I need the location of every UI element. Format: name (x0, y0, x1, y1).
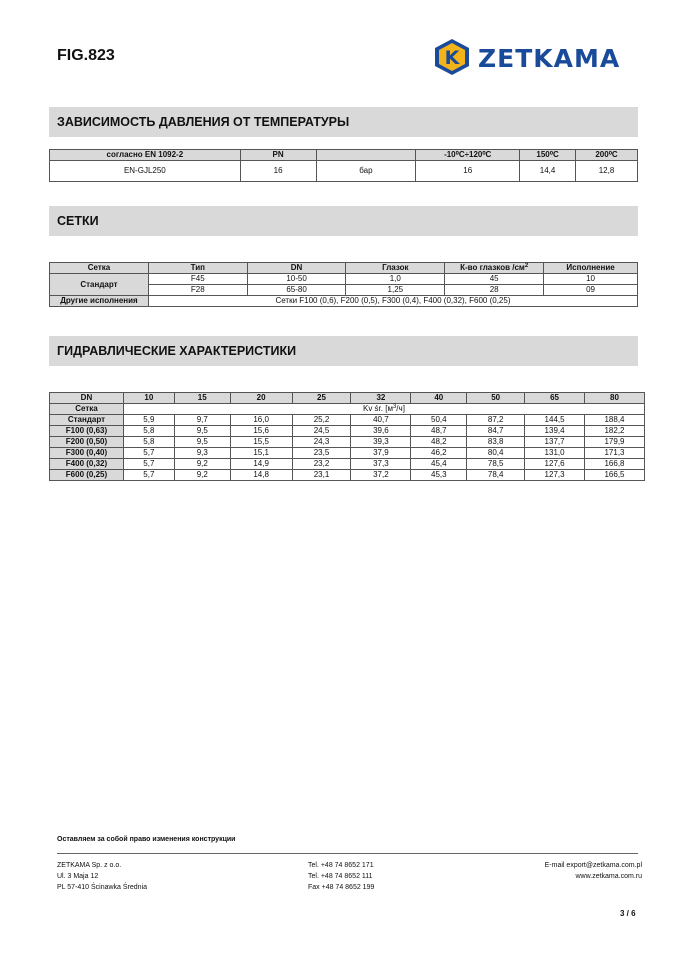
footer-address (57, 860, 147, 893)
website-link[interactable]: www.zetkama.com.ru (575, 873, 642, 880)
footer-divider (57, 853, 638, 854)
table-cell: 10-50 (247, 274, 346, 285)
kv-value: 9,3 (174, 448, 230, 459)
figure-title: FIG.823 (57, 47, 115, 64)
kv-value: 24,5 (292, 426, 351, 437)
header-blank (316, 150, 416, 161)
kv-value: 83,8 (467, 437, 525, 448)
kv-value: 80,4 (467, 448, 525, 459)
header-temp-range: -10⁰C÷120⁰C (416, 150, 520, 161)
kv-value: 37,2 (351, 470, 411, 481)
table-row (50, 448, 645, 459)
screens-header-mesh-count: К-во глазков $/см^2$ (445, 263, 544, 274)
kv-value: 127,6 (525, 459, 585, 470)
email-link[interactable]: E-mail export@zetkama.com.pl (544, 862, 642, 869)
kv-value: 127,3 (525, 470, 585, 481)
kv-value: 5,9 (123, 415, 174, 426)
kv-value: 14,9 (230, 459, 292, 470)
kv-value: 14,8 (230, 470, 292, 481)
kv-value: 45,3 (411, 470, 467, 481)
temp-value: 16 (416, 161, 520, 182)
footer-phones (308, 860, 374, 893)
table-cell: 28 (445, 285, 544, 296)
header-pn: PN (240, 150, 316, 161)
screens-header: Тип (148, 263, 247, 274)
screens-header: DN (247, 263, 346, 274)
kv-value: 39,6 (351, 426, 411, 437)
kv-value: 166,5 (585, 470, 645, 481)
screen-name: F400 (0,32) (50, 459, 124, 470)
screens-header: Глазок (346, 263, 445, 274)
table-row (50, 470, 645, 481)
kv-value: 25,2 (292, 415, 351, 426)
screens-table (49, 262, 638, 307)
dn-header: 80 (585, 393, 645, 404)
kv-value: 50,4 (411, 415, 467, 426)
kv-value: 5,7 (123, 459, 174, 470)
kv-value: 37,3 (351, 459, 411, 470)
kv-value: 15,1 (230, 448, 292, 459)
kv-value: 48,2 (411, 437, 467, 448)
kv-value: 9,2 (174, 459, 230, 470)
other-versions-label: Другие исполнения (50, 296, 149, 307)
table-row (50, 415, 645, 426)
standard-label: Стандарт (50, 274, 149, 296)
kv-value: 179,9 (585, 437, 645, 448)
kv-value: 139,4 (525, 426, 585, 437)
footer-contacts (545, 860, 642, 882)
street: Ul. 3 Maja 12 (57, 873, 99, 880)
kv-value: 9,2 (174, 470, 230, 481)
kv-value: 23,1 (292, 470, 351, 481)
table-row (50, 426, 645, 437)
construction-note: Оставляем за собой право изменения конструкции (57, 836, 236, 843)
kv-label: Kv śr. $[м^3/ч]$ (123, 404, 644, 415)
kv-value: 84,7 (467, 426, 525, 437)
table-cell: 1,0 (346, 274, 445, 285)
value-200: 12,8 (576, 161, 638, 182)
dn-label: DN (50, 393, 124, 404)
kv-value: 5,8 (123, 437, 174, 448)
dn-header: 32 (351, 393, 411, 404)
screen-name: F300 (0,40) (50, 448, 124, 459)
dn-header: 50 (467, 393, 525, 404)
dn-header: 65 (525, 393, 585, 404)
screen-name: F200 (0,50) (50, 437, 124, 448)
kv-value: 171,3 (585, 448, 645, 459)
zetkama-logo (433, 38, 633, 76)
kv-value: 137,7 (525, 437, 585, 448)
screens-header: Исполнение (544, 263, 638, 274)
kv-value: 87,2 (467, 415, 525, 426)
unit-cell: бар (316, 161, 416, 182)
table-row (50, 437, 645, 448)
kv-value: 5,8 (123, 426, 174, 437)
header-150: 150⁰C (520, 150, 576, 161)
table-cell: F28 (148, 285, 247, 296)
screen-name: F600 (0,25) (50, 470, 124, 481)
dn-header: 15 (174, 393, 230, 404)
svg-text:K: K (444, 47, 460, 69)
fax: Fax +48 74 8652 199 (308, 884, 375, 891)
other-versions-value: Сетки F100 (0,6), F200 (0,5), F300 (0,4), F400 (0,32), F600 (0,25) (148, 296, 637, 307)
dn-header: 40 (411, 393, 467, 404)
kv-value: 9,5 (174, 426, 230, 437)
kv-value: 15,6 (230, 426, 292, 437)
kv-value: 15,5 (230, 437, 292, 448)
kv-value: 24,3 (292, 437, 351, 448)
kv-value: 46,2 (411, 448, 467, 459)
kv-value: 131,0 (525, 448, 585, 459)
dn-header: 10 (123, 393, 174, 404)
dn-header: 25 (292, 393, 351, 404)
screen-label: Сетка (50, 404, 124, 415)
table-cell: 10 (544, 274, 638, 285)
kv-value: 16,0 (230, 415, 292, 426)
kv-value: 9,7 (174, 415, 230, 426)
screen-name: F100 (0,63) (50, 426, 124, 437)
header-200: 200⁰C (576, 150, 638, 161)
brand-name: ZETKAMA (478, 44, 621, 73)
kv-value: 5,7 (123, 448, 174, 459)
kv-value: 188,4 (585, 415, 645, 426)
kv-value: 48,7 (411, 426, 467, 437)
table-cell: F45 (148, 274, 247, 285)
kv-value: 144,5 (525, 415, 585, 426)
section-pressure-title: ЗАВИСИМОСТЬ ДАВЛЕНИЯ ОТ ТЕМПЕРАТУРЫ (49, 107, 638, 137)
screens-header: Сетка (50, 263, 149, 274)
table-cell: 09 (544, 285, 638, 296)
table-row (50, 459, 645, 470)
kv-value: 23,5 (292, 448, 351, 459)
kv-value: 78,5 (467, 459, 525, 470)
kv-value: 45,4 (411, 459, 467, 470)
company-name: ZETKAMA Sp. z o.o. (57, 862, 122, 869)
table-cell: 1,25 (346, 285, 445, 296)
kv-value: 78,4 (467, 470, 525, 481)
kv-value: 9,5 (174, 437, 230, 448)
kv-value: 5,7 (123, 470, 174, 481)
table-cell: 65-80 (247, 285, 346, 296)
phone-2: Tel. +48 74 8652 111 (308, 873, 373, 880)
pressure-table (49, 149, 638, 182)
kv-value: 166,8 (585, 459, 645, 470)
kv-value: 39,3 (351, 437, 411, 448)
kv-value: 37,9 (351, 448, 411, 459)
kv-value: 182,2 (585, 426, 645, 437)
kv-value: 23,2 (292, 459, 351, 470)
logo-k-icon (433, 38, 471, 76)
pn-value: 16 (240, 161, 316, 182)
section-screens-title: СЕТКИ (49, 206, 638, 236)
section-hydraulic-title: ГИДРАВЛИЧЕСКИЕ ХАРАКТЕРИСТИКИ (49, 336, 638, 366)
value-150: 14,4 (520, 161, 576, 182)
material-cell: EN-GJL250 (50, 161, 241, 182)
header-standard: согласно EN 1092-2 (50, 150, 241, 161)
dn-header: 20 (230, 393, 292, 404)
kv-value: 40,7 (351, 415, 411, 426)
page-number: 3 / 6 (620, 909, 636, 918)
table-cell: 45 (445, 274, 544, 285)
phone-1: Tel. +48 74 8652 171 (308, 862, 374, 869)
screen-name: Стандарт (50, 415, 124, 426)
hydraulic-table (49, 392, 645, 481)
city: PL 57-410 Ścinawka Średnia (57, 884, 148, 891)
